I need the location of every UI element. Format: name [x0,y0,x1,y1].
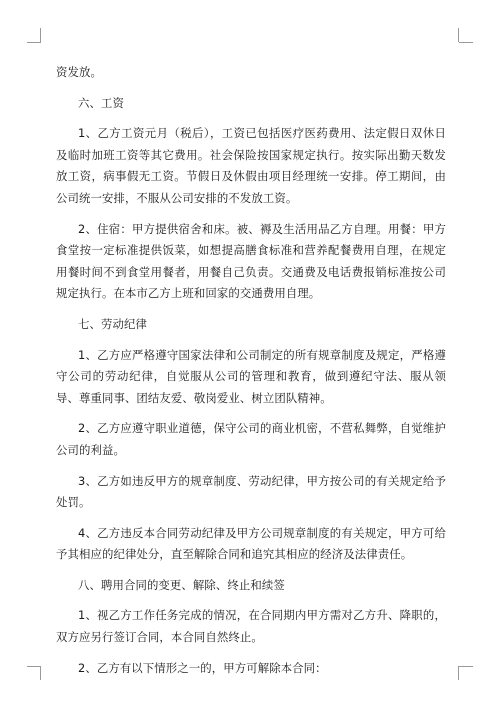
section-heading-wages: 六、工资 [78,95,124,110]
crop-mark-bottom-left-horizontal [27,666,41,667]
section-heading-contract-changes: 八、聘用合同的变更、解除、终止和续签 [78,577,285,592]
crop-mark-top-left-horizontal [27,42,41,43]
paragraph-discipline-1: 1、乙方应严格遵守国家法律和公司制定的所有规章制度及规定，严格遵守公司的劳动纪律，自觉服从公司的管理和教育，做到遵纪守法、服从领导、尊重同事、团结友爱、敬岗爱业、树立团队精神。 [56,347,446,405]
crop-mark-top-right-vertical [458,28,459,42]
crop-mark-bottom-right-horizontal [459,666,473,667]
paragraph-discipline-3: 3、乙方如违反甲方的规章制度、劳动纪律，甲方按公司的有关规定给予处罚。 [56,473,446,510]
crop-mark-top-right-horizontal [459,42,473,43]
crop-mark-bottom-right-vertical [458,666,459,680]
paragraph-wages-1: 1、乙方工资元月（税后），工资已包括医疗医药费用、法定假日双休日及临时加班工资等其它费用。社会保险按国家规定执行。按实际出勤天数发放工资，病事假无工资。节假日及休假由项目经理统一安排。停工期间，由公司统一安排，不服从公司安排的不发放工资。 [56,126,446,205]
paragraph-accommodation: 2、住宿：甲方提供宿舍和床。被、褥及生活用品乙方自理。用餐：甲方食堂按一定标准提供饭菜，如想提高膳食标准和营养配餐费用自理，在规定用餐时间不到食堂用餐者，用餐自己负责。交通费及电话费报销标准按公司规定执行。在本市乙方上班和回家的交通费用自理。 [56,221,446,301]
crop-mark-bottom-left-vertical [40,666,41,680]
paragraph-discipline-2: 2、乙方应遵守职业道德，保守公司的商业机密，不营私舞弊，自觉维护公司的利益。 [56,421,446,457]
paragraph-continuation: 资发放。 [56,65,102,79]
paragraph-discipline-4: 4、乙方违反本合同劳动纪律及甲方公司规章制度的有关规定，甲方可给予其相应的纪律处分，直至解除合同和追究其相应的经济及法律责任。 [56,525,446,562]
paragraph-contract-1: 1、视乙方工作任务完成的情况，在合同期内甲方需对乙方升、降职的，双方应另行签订合同，本合同自然终止。 [56,608,446,645]
section-heading-discipline: 七、劳动纪律 [78,316,147,331]
paragraph-contract-2: 2、乙方有以下情形之一的，甲方可解除本合同： [78,660,327,675]
document-body [56,62,446,679]
crop-mark-top-left-vertical [40,28,41,42]
